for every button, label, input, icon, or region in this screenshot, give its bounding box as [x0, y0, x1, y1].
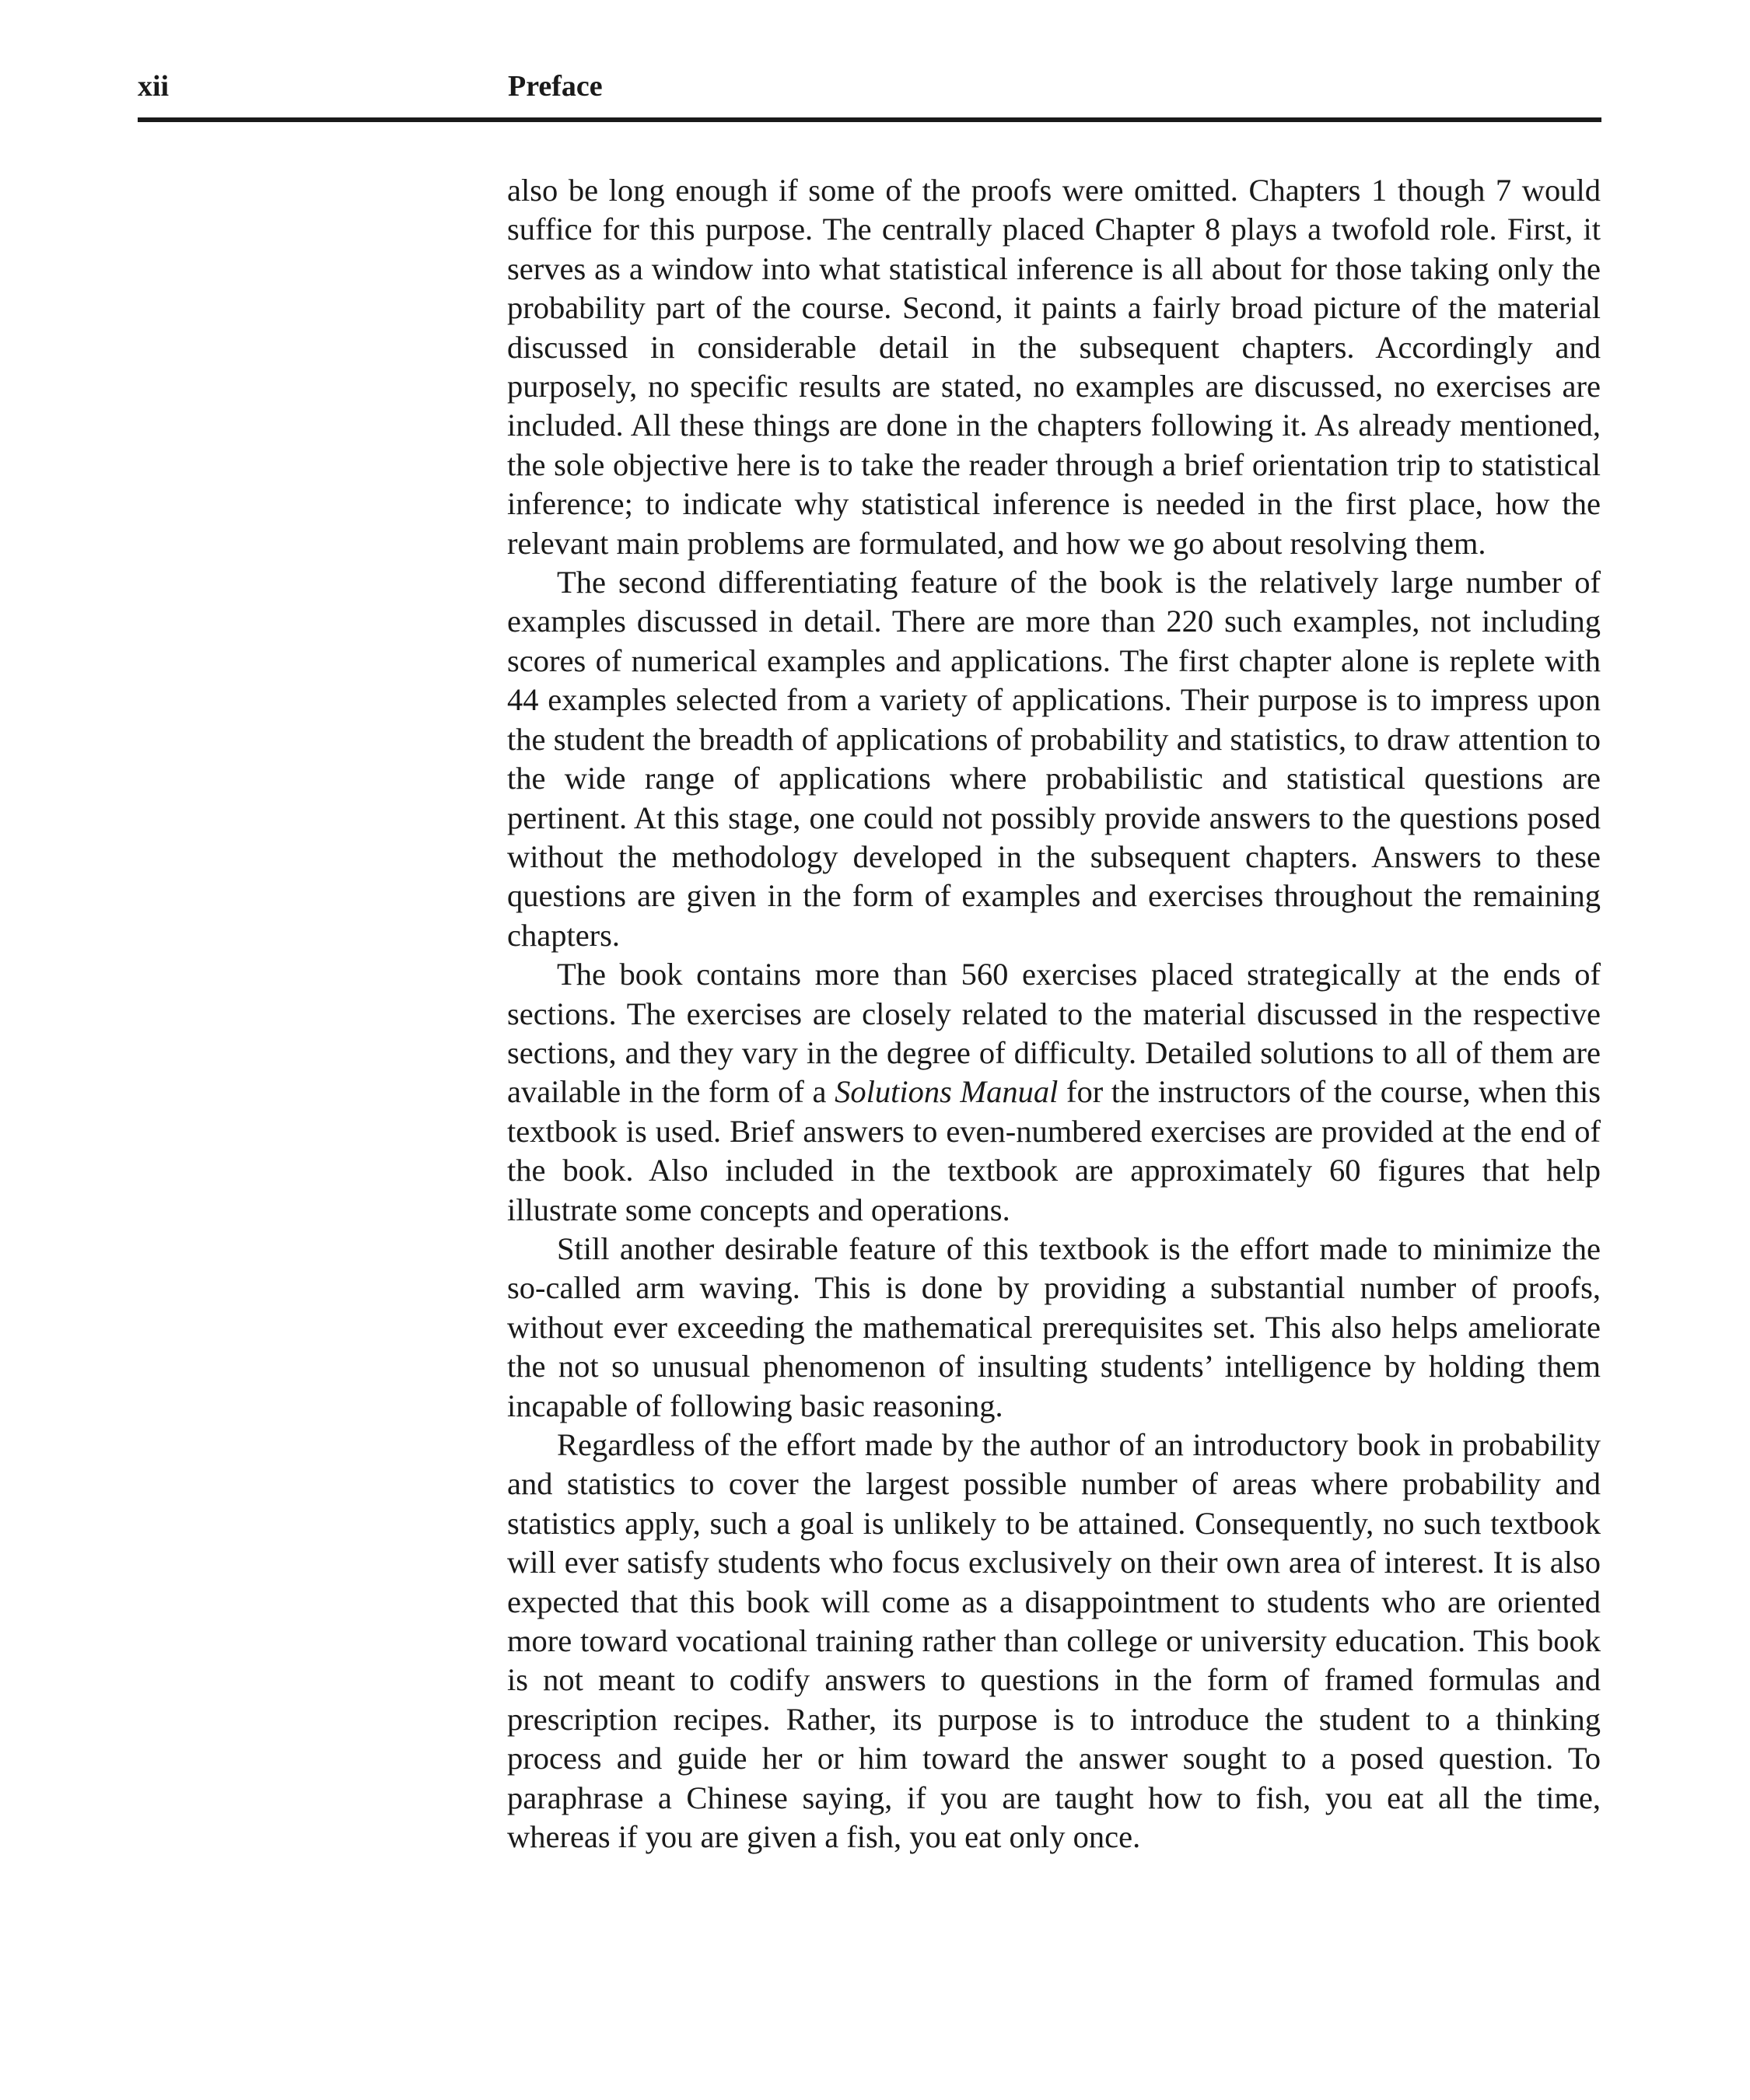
- header-rule: [138, 117, 1601, 122]
- paragraph-5: Regardless of the effort made by the author of an introductory book in probability and statistics to cover the largest possible number of areas where probability and statistics apply, such a goal is unlikely to be attained. Consequently, no such textbook will ever satisfy students who focus exclusively on their own area of interest. It is also expected that this book will come as a disappointment to students who are oriented more toward vocational training rather than college or university education. This book is not meant to codify answers to questions in the form of framed formulas and prescription recipes. Rather, its purpose is to introduce the student to a thinking process and guide her or him toward the answer sought to a posed question. To paraphrase a Chinese saying, if you are taught how to fish, you eat all the time, whereas if you are given a fish, you eat only once.: [507, 1427, 1601, 1855]
- body-text: [507, 171, 1601, 1857]
- paragraph-1: also be long enough if some of the proofs were omitted. Chapters 1 though 7 would suffice for this purpose. The centrally placed Chapter 8 plays a twofold role. First, it serves as a window into what statistical inference is all about for those taking only the probability part of the course. Second, it paints a fairly broad picture of the material discussed in considerable detail in the subsequent chapters. Accordingly and purposely, no specific results are stated, no examples are discussed, no exercises are included. All these things are done in the chapters following it. As already mentioned, the sole objective here is to take the reader through a brief orientation trip to statistical inference; to indicate why statistical inference is needed in the first place, how the relevant main problems are formulated, and how we go about resolving them.: [507, 173, 1601, 561]
- solutions-manual-title: Solutions Manual: [835, 1074, 1059, 1110]
- section-title: Preface: [508, 70, 603, 103]
- paragraph-3-text-before: The book contains more than 560 exercises placed strategically at the ends of sections. The exercises are closely related to the material discussed in the respective sections, and they vary in the degree of difficulty. Detailed solutions to all of them are available in the form of a: [507, 957, 1601, 1110]
- paragraph-2: The second differentiating feature of the book is the relatively large number of examples discussed in detail. There are more than 220 such examples, not including scores of numerical examples and applications. The first chapter alone is replete with 44 examples selected from a variety of applications. Their purpose is to impress upon the student the breadth of applications of probability and statistics, to draw attention to the wide range of applications where probabilistic and statistical questions are pertinent. At this stage, one could not possibly provide answers to the questions posed without the methodology developed in the subsequent chapters. Answers to these questions are given in the form of examples and exercises throughout the remaining chapters.: [507, 565, 1601, 953]
- running-head: [138, 67, 1601, 106]
- paragraph-3-text-after: for the instructors of the course, when this textbook is used. Brief answers to even-numbered exercises are provided at the end of the book. Also included in the textbook are approximately 60 figures that help illustrate some concepts and operations.: [507, 1074, 1601, 1227]
- paragraph-3: [507, 955, 1601, 1230]
- paragraph-4: Still another desirable feature of this textbook is the effort made to minimize the so-called arm waving. This is done by providing a substantial number of proofs, without ever exceeding the mathematical prerequisites set. This also helps ameliorate the not so unusual phenomenon of insulting students’ intelligence by holding them incapable of following basic reasoning.: [507, 1230, 1601, 1423]
- page-number: xii: [138, 70, 170, 103]
